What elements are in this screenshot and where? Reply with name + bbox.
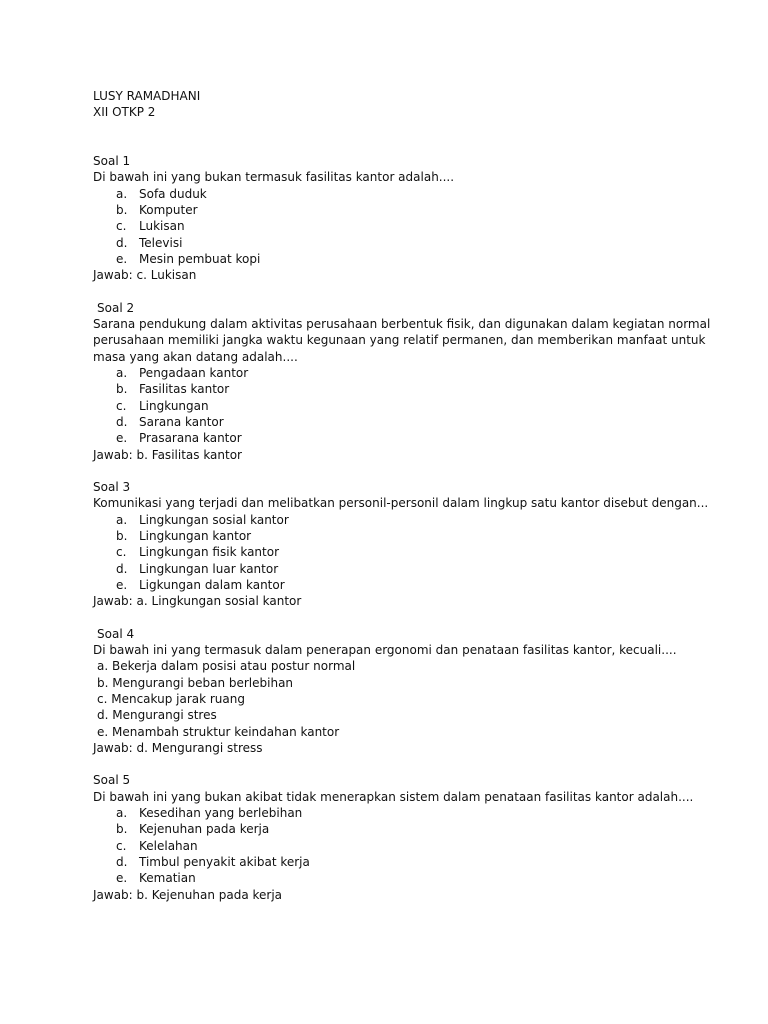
student-name: LUSY RAMADHANI [93,89,201,103]
option-a: a. Lingkungan sosial kantor [116,512,289,527]
option-d: d. Sarana kantor [116,414,224,429]
option-d: d. Televisi [116,235,183,250]
question-3 [93,479,713,609]
question-title: Soal 2 [97,300,135,315]
question-2 [93,300,713,463]
option-a: a. Kesedihan yang berlebihan [116,806,303,821]
answer: Jawab: c. Lukisan [93,268,197,283]
question-text: Komunikasi yang terjadi dan melibatkan personil-personil dalam lingkup satu kantor disebut dengan... [93,496,709,511]
option-d: d. Timbul penyakit akibat kerja [116,854,310,869]
option-d: d. Mengurangi stres [97,708,217,723]
option-b: b. Mengurangi beban berlebihan [97,675,294,690]
option-a: a. Bekerja dalam posisi atau postur normal [97,659,356,674]
document-page [93,88,713,903]
question-title: Soal 4 [97,626,135,641]
option-c: c. Lingkungan [116,398,209,413]
option-c: c. Lingkungan fisik kantor [116,545,280,560]
option-c: c. Lukisan [116,219,185,234]
answer: Jawab: b. Kejenuhan pada kerja [93,887,283,902]
option-e: e. Menambah struktur keindahan kantor [97,724,340,739]
option-e: e. Prasarana kantor [116,431,242,446]
option-e: e. Kematian [116,871,196,886]
answer: Jawab: a. Lingkungan sosial kantor [93,594,302,609]
question-1 [93,153,713,283]
question-title: Soal 5 [93,773,131,788]
option-b: b. Kejenuhan pada kerja [116,822,270,837]
option-e: e. Ligkungan dalam kantor [116,577,285,592]
option-c: c. Kelelahan [116,838,198,853]
question-text: Di bawah ini yang bukan akibat tidak menerapkan sistem dalam penataan fasilitas kantor adalah.... [93,789,694,804]
question-4 [93,626,713,756]
option-e: e. Mesin pembuat kopi [116,251,261,266]
question-text: Di bawah ini yang termasuk dalam penerapan ergonomi dan penataan fasilitas kantor, kecuali.... [93,643,677,658]
question-5 [93,772,713,902]
question-text: Di bawah ini yang bukan termasuk fasilitas kantor adalah.... [93,170,455,185]
option-a: a. Sofa duduk [116,186,207,201]
question-title: Soal 1 [93,154,131,169]
question-title: Soal 3 [93,480,131,495]
option-a: a. Pengadaan kantor [116,366,249,381]
option-d: d. Lingkungan luar kantor [116,561,279,576]
option-b: b. Komputer [116,203,198,218]
answer: Jawab: d. Mengurangi stress [93,740,263,755]
option-b: b. Fasilitas kantor [116,382,230,397]
answer: Jawab: b. Fasilitas kantor [93,447,242,462]
student-class: XII OTKP 2 [93,105,156,120]
option-c: c. Mencakup jarak ruang [97,691,245,706]
question-text: Sarana pendukung dalam aktivitas perusahaan berbentuk fisik, dan digunakan dalam kegiatan normal perusahaan memiliki jangka waktu kegunaan yang relatif permanen, dan memberikan manfaat untuk masa yang akan datang adalah.... [93,317,711,364]
option-b: b. Lingkungan kantor [116,529,252,544]
